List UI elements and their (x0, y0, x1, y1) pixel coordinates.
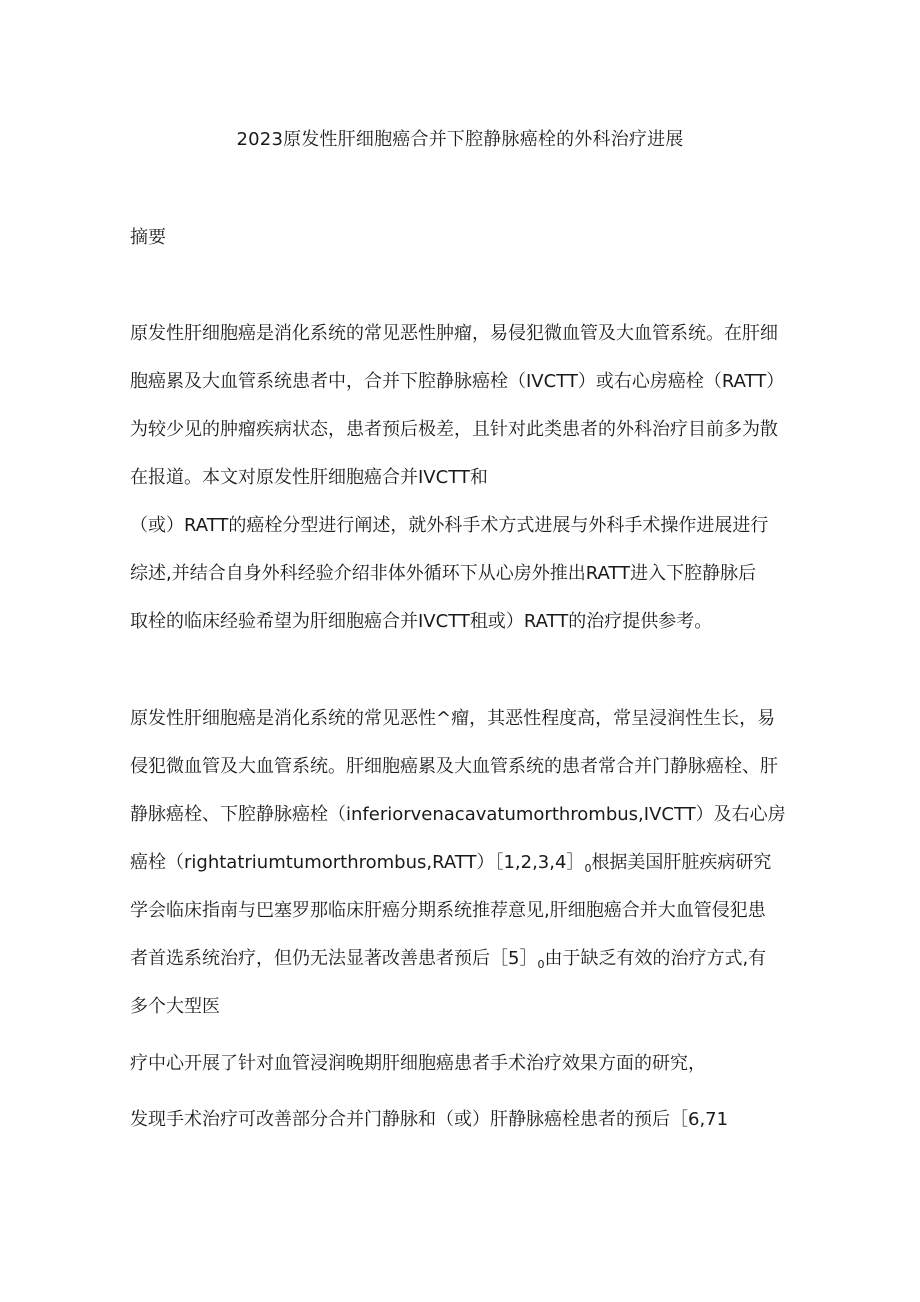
abstract-line: 综述,并结合自身外科经验介绍非体外循环下从心房外推出RATT进入下腔静脉后 (130, 563, 757, 584)
intro-line: 学会临床指南与巴塞罗那临床肝癌分期系统推荐意见,肝细胞癌合并大血管侵犯患 (130, 900, 766, 921)
intro-line: 静脉癌栓、下腔静脉癌栓（inferiorvenacavatumorthrombus,IVCTT）及右心房 (130, 804, 786, 825)
abstract-line: （或）RATT的癌栓分型进行阐述，就外科手术方式进展与外科手术操作进展进行 (130, 515, 769, 536)
abstract-line: 在报道。本文对原发性肝细胞癌合并IVCTT和 (130, 467, 488, 488)
abstract-line: 原发性肝细胞癌是消化系统的常见恶性肿瘤，易侵犯微血管及大血管系统。在肝细 (130, 323, 778, 344)
subscript-marker: 0 (584, 862, 592, 875)
intro-text: 由于缺乏有效的治疗方式,有 (544, 948, 767, 969)
continuation-line: 疗中心开展了针对血管浸润晚期肝细胞癌患者手术治疗效果方面的研究， (130, 1053, 706, 1074)
subscript-marker: 0 (537, 958, 545, 971)
intro-line (130, 849, 800, 897)
abstract-paragraph (130, 320, 800, 656)
intro-line: 侵犯微血管及大血管系统。肝细胞癌累及大血管系统的患者常合并门静脉癌栓、肝 (130, 756, 778, 777)
abstract-heading: 摘要 (130, 227, 166, 248)
intro-line: 多个大型医 (130, 996, 220, 1017)
abstract-line: 为较少见的肿瘤疾病状态，患者预后极差，且针对此类患者的外科治疗目前多为散 (130, 419, 778, 440)
intro-line: 原发性肝细胞癌是消化系统的常见恶性^瘤，其恶性程度高，常呈浸润性生长，易 (130, 708, 776, 729)
continuation-line: 发现手术治疗可改善部分合并门静脉和（或）肝静脉癌栓患者的预后［6,71 (130, 1109, 729, 1130)
abstract-line: 胞癌累及大血管系统患者中，合并下腔静脉癌栓（IVCTT）或右心房癌栓（RATT） (130, 371, 785, 392)
intro-paragraph (130, 705, 800, 1041)
intro-text: 癌栓（rightatriumtumorthrombus,RATT）［1,2,3,4］ (130, 852, 585, 873)
intro-text: 者首选系统治疗，但仍无法显著改善患者预后［5］ (130, 948, 538, 969)
intro-line (130, 945, 800, 993)
intro-text: 根据美国肝脏疾病研究 (591, 852, 772, 873)
abstract-line: 取栓的临床经验希望为肝细胞癌合并IVCTT租或）RATT的治疗提供参考。 (130, 611, 713, 632)
document-title: 2023原发性肝细胞癌合并下腔静脉癌栓的外科治疗进展 (236, 129, 684, 150)
